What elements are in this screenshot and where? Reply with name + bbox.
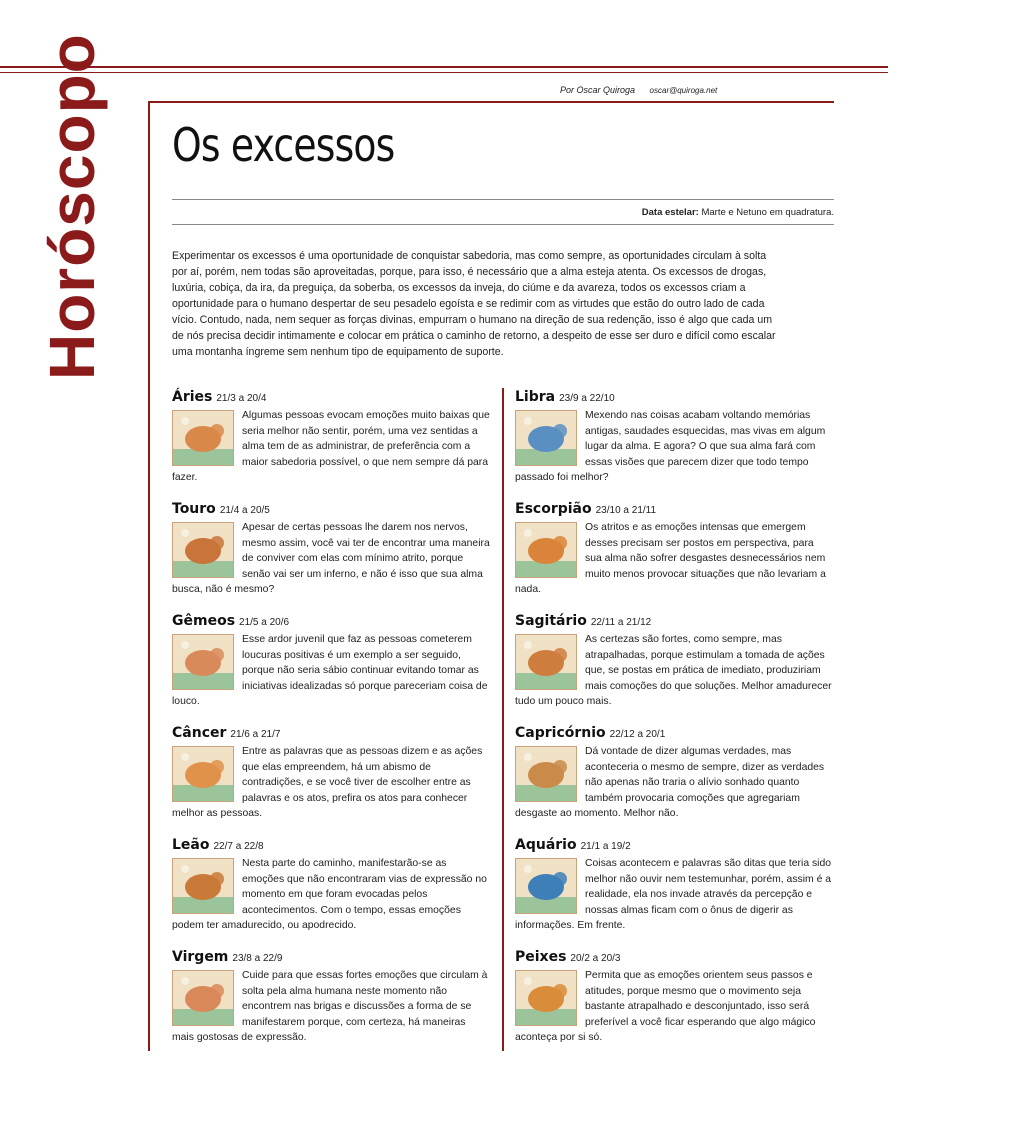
sign-body — [515, 632, 833, 710]
sign-name: Câncer — [172, 725, 227, 741]
centaur-icon — [515, 634, 577, 690]
sign-entry — [172, 500, 490, 612]
sign-dates: 21/5 a 20/6 — [239, 617, 290, 628]
sign-header — [515, 612, 833, 632]
ram-icon — [172, 410, 234, 466]
sign-text: Dá vontade de dizer algumas verdades, mas aconteceria o mesmo de sempre, dizer as verdades não apenas não traria o alívio sonhado quanto também provocaria comoções que agregariam desgaste ao momento. Melhor não. — [515, 746, 825, 820]
sign-dates: 23/10 a 21/11 — [595, 505, 657, 516]
sign-header — [515, 836, 833, 856]
sign-name: Escorpião — [515, 501, 592, 517]
sign-entry — [515, 724, 833, 836]
sign-name: Leão — [172, 837, 210, 853]
sign-dates: 22/12 a 20/1 — [609, 729, 666, 740]
sign-header — [172, 612, 490, 632]
sign-body — [515, 520, 833, 598]
virgin-icon — [172, 970, 234, 1026]
sign-dates: 22/7 a 22/8 — [213, 841, 264, 852]
sign-name: Peixes — [515, 949, 567, 965]
sign-text: Permita que as emoções orientem seus passos e atitudes, porque mesmo que o movimento seja bastante atrapalhado e desconjuntado, isso será preferível a você ficar esperando que algo mágico aconteça por si só. — [515, 970, 816, 1044]
top-rule-thin — [0, 72, 888, 73]
crab-icon — [172, 746, 234, 802]
content-top-rule — [148, 101, 834, 103]
signs-column-right — [515, 388, 833, 1060]
sign-dates: 23/8 a 22/9 — [232, 953, 283, 964]
sign-name: Sagitário — [515, 613, 587, 629]
signs-column-left — [172, 388, 490, 1060]
sign-body — [515, 856, 833, 934]
sign-entry — [172, 948, 490, 1060]
scales-icon — [515, 410, 577, 466]
sign-header — [172, 724, 490, 744]
sign-entry — [172, 724, 490, 836]
sign-dates: 21/3 a 20/4 — [216, 393, 267, 404]
twins-icon — [172, 634, 234, 690]
sign-body — [172, 856, 490, 934]
sign-text: Mexendo nas coisas acabam voltando memórias antigas, saudades esquecidas, mas vivas em algum lugar da alma. E agora? O que sua alma fará com essas visões que parecem dizer que todo tempo passado foi melhor? — [515, 410, 826, 484]
left-vertical-rule — [148, 101, 150, 1051]
sign-text: Coisas acontecem e palavras são ditas que teria sido melhor não ouvir nem testemunhar, porém, assim é a realidade, ela nos invade através da percepção e nossas almas ficam com o ônus de digerir as informações. Em frente. — [515, 858, 832, 932]
data-estelar-value: Marte e Netuno em quadratura. — [701, 207, 834, 218]
sign-entry — [515, 388, 833, 500]
byline — [560, 85, 729, 95]
sign-name: Gêmeos — [172, 613, 236, 629]
sign-header — [515, 724, 833, 744]
sign-dates: 23/9 a 22/10 — [559, 393, 615, 404]
sign-name: Virgem — [172, 949, 229, 965]
sign-text: Apesar de certas pessoas lhe darem nos nervos, mesmo assim, você vai ter de encontrar uma maneira de conviver com elas com mínimo atrito, porque senão vai ser um inferno, e não é isso que sua alma busca, não é mesmo? — [172, 522, 490, 596]
sign-dates: 21/6 a 21/7 — [230, 729, 281, 740]
sign-text: Entre as palavras que as pessoas dizem e as ações que elas empreendem, há um abismo de contradições, e se você tiver de escolher entre as palavras e os atos, prefira os atos para conhecer melhor as pessoas. — [172, 746, 483, 820]
sign-entry — [172, 612, 490, 724]
sign-dates: 20/2 a 20/3 — [570, 953, 621, 964]
intro-paragraph: Experimentar os excessos é uma oportunidade de conquistar sabedoria, mas como sempre, as oportunidades circulam à solta por aí, porém, nem todas são aproveitadas, porque, para isso, é necessário que a alma esteja atenta. Os excessos de drogas, luxúria, cobiça, da ira, da preguiça, da soberba, os excessos da inveja, do ciúme e da avareza, todos os excessos criam a oportunidade para o humano despertar de seu pesadelo egoísta e se redimir com as virtudes que estão do outro lado de cada vício. Contudo, nada, nem sequer as forças divinas, empurram o humano na direção de sua redenção, isso é algo que cada um de nós precisa decidir intimamente e colocar em prática o caminho de retorno, a despeito de esse ser duro e difícil como escalar uma montanha íngreme sem nenhum tipo de equipamento de suporte. — [172, 250, 776, 358]
section-title-vertical: Horóscopo — [36, 33, 108, 380]
sign-name: Capricórnio — [515, 725, 606, 741]
data-estelar-label: Data estelar: — [641, 207, 699, 218]
data-estelar — [642, 207, 834, 218]
sign-body — [172, 632, 490, 710]
lion-icon — [172, 858, 234, 914]
sign-body — [172, 968, 490, 1046]
sign-entry — [515, 948, 833, 1060]
goat-icon — [515, 746, 577, 802]
sign-body — [515, 744, 833, 822]
sign-entry — [515, 612, 833, 724]
sign-text: Esse ardor juvenil que faz as pessoas cometerem loucuras positivas é um exemplo a ser seguido, porque não seria sábio continuar evitando tomar as iniciativas idealizadas só porque pareceriam coisa de louco. — [172, 634, 488, 708]
sign-header — [172, 836, 490, 856]
title-rule-top — [172, 199, 834, 200]
sign-text: As certezas são fortes, como sempre, mas atrapalhadas, porque estimulam a tomada de ações que, se postas em prática de imediato, produziriam mais comoções do que soluções. Melhor amadurecer tudo um pouco mais. — [515, 634, 832, 708]
sign-entry — [515, 500, 833, 612]
sign-name: Touro — [172, 501, 216, 517]
sign-entry — [515, 836, 833, 948]
sign-header — [172, 948, 490, 968]
sign-text: Cuide para que essas fortes emoções que circulam à solta pela alma humana neste momento não encontrem nas brigas e discussões a forma de se manifestarem porque, com certeza, há maneiras mais gostosas de expressão. — [172, 970, 488, 1044]
sign-header — [515, 388, 833, 408]
sign-body — [515, 968, 833, 1046]
sign-header — [515, 948, 833, 968]
sign-header — [515, 500, 833, 520]
bull-icon — [172, 522, 234, 578]
top-rule — [0, 66, 888, 68]
sign-entry — [172, 836, 490, 948]
sign-text: Algumas pessoas evocam emoções muito baixas que seria melhor não sentir, porém, uma vez sentidas a alma tem de as administrar, de preferência com a maior sabedoria possível, o que nem sempre dá para fazer. — [172, 410, 490, 484]
sign-text: Os atritos e as emoções intensas que emergem desses precisam ser postos em perspectiva, para sua alma não sofrer desgastes desnecessários nem muito menos provocar situações que não levariam a nada. — [515, 522, 826, 596]
sign-dates: 21/4 a 20/5 — [219, 505, 270, 516]
page-title: Os excessos — [172, 118, 395, 172]
title-rule-bottom — [172, 224, 834, 225]
sign-dates: 22/11 a 21/12 — [590, 617, 652, 628]
sign-entry — [172, 388, 490, 500]
sign-body — [172, 520, 490, 598]
sign-text: Nesta parte do caminho, manifestarão-se as emoções que não encontraram vias de expressão no momento em que foram evocadas pelos acontecimentos. Com o tempo, essas emoções podem ter amadurecido, ou apodrecido. — [172, 858, 487, 932]
sign-body — [172, 744, 490, 822]
byline-email[interactable]: oscar@quiroga.net — [649, 86, 718, 95]
sign-header — [172, 388, 490, 408]
scorpion-icon — [515, 522, 577, 578]
sign-body — [515, 408, 833, 486]
byline-author: Por Oscar Quiroga — [560, 85, 636, 95]
sign-body — [172, 408, 490, 486]
sign-name: Libra — [515, 389, 556, 405]
sign-name: Áries — [172, 389, 213, 405]
water-bearer-icon — [515, 858, 577, 914]
sign-header — [172, 500, 490, 520]
column-divider — [502, 388, 504, 1051]
sign-dates: 21/1 a 19/2 — [580, 841, 631, 852]
sign-name: Aquário — [515, 837, 577, 853]
fish-icon — [515, 970, 577, 1026]
